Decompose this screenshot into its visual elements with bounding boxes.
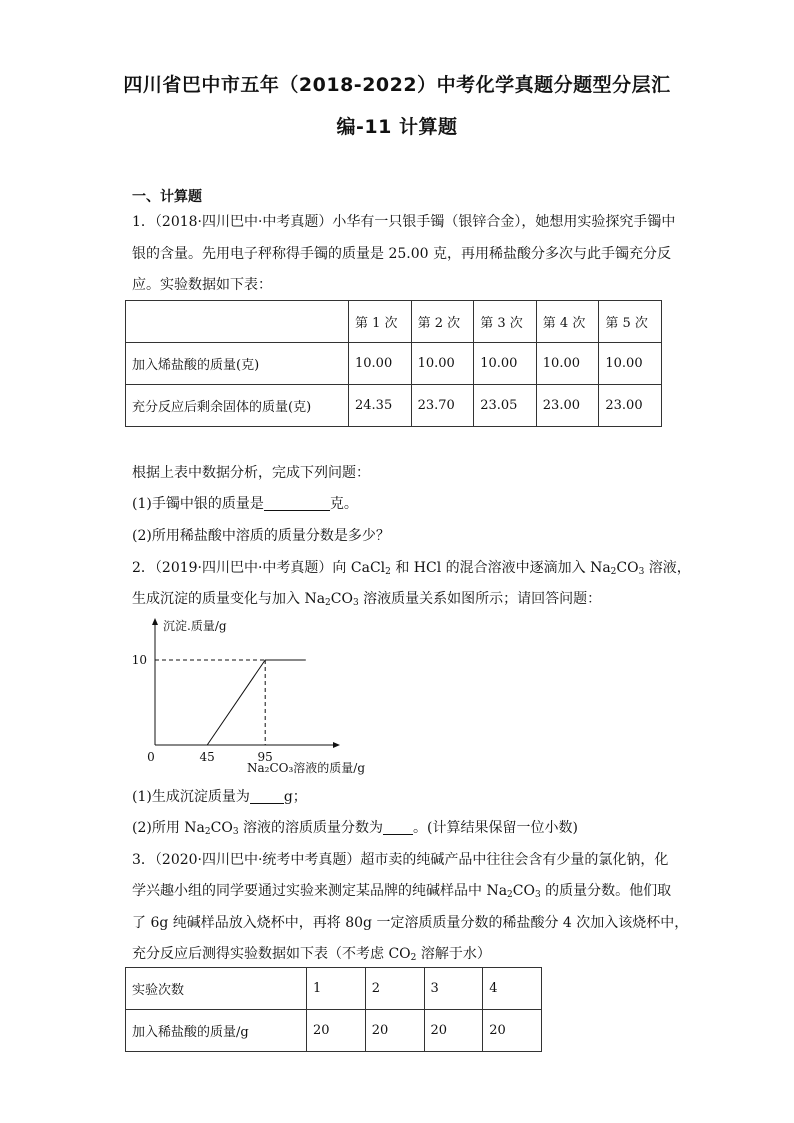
q2-text-line-2 xyxy=(132,589,672,609)
table-row xyxy=(126,1010,542,1052)
subscript: 2 xyxy=(507,890,513,900)
table-cell: 23.00 xyxy=(536,385,599,427)
subscript: 2 xyxy=(204,827,211,837)
table-cell: 4 xyxy=(483,968,542,1010)
table-cell: 23.00 xyxy=(599,385,662,427)
text-span: 学兴趣小组的同学要通过实验来测定某品牌的纯碱样品中 Na xyxy=(132,883,508,899)
table-header-row xyxy=(126,968,542,1010)
text-span: 的质量分数。他们取 xyxy=(540,883,672,899)
table-cell: 20 xyxy=(483,1010,542,1052)
table-row xyxy=(126,385,662,427)
q3-text-line-2 xyxy=(132,881,672,901)
q2-text-line-1 xyxy=(132,558,691,578)
q1-text-line-3: 应。实验数据如下表： xyxy=(132,277,272,293)
text-span: 和 HCl 的混合溶液中逐滴加入 Na xyxy=(390,560,611,576)
text-span: CO xyxy=(210,820,233,836)
table-cell: 第 3 次 xyxy=(474,301,537,343)
answer-blank xyxy=(250,789,284,804)
x-axis-arrow xyxy=(333,742,340,748)
precipitate-chart xyxy=(125,610,395,780)
text-span: 充分反应后测得实验数据如下表（不考虑 CO xyxy=(132,946,411,962)
q1-sub-question-2: (2)所用稀盐酸中溶质的质量分数是多少？ xyxy=(132,528,390,544)
table-cell: 第 2 次 xyxy=(411,301,474,343)
subscript: 3 xyxy=(352,598,359,608)
subscript: 3 xyxy=(232,827,239,837)
q2-sub-question-1 xyxy=(132,787,672,807)
table-cell: 加入烯盐酸的质量(克) xyxy=(126,343,349,385)
table-cell: 20 xyxy=(307,1010,366,1052)
series-line xyxy=(207,660,306,745)
subscript: 3 xyxy=(534,890,541,900)
text-span: 。(计算结果保留一位小数) xyxy=(413,820,578,836)
text-span: (2)所用 Na xyxy=(132,820,205,836)
text-span: CO xyxy=(616,560,639,576)
subscript: 2 xyxy=(325,598,331,608)
q3-text-line-4 xyxy=(132,944,672,964)
table-row xyxy=(126,343,662,385)
table-cell: 加入稀盐酸的质量/g xyxy=(126,1010,307,1052)
q1-sub-question-1 xyxy=(132,494,672,514)
table-cell: 20 xyxy=(424,1010,483,1052)
table-cell: 第 1 次 xyxy=(349,301,412,343)
chart-svg xyxy=(125,610,395,780)
text-span: 2．（2019·四川巴中·中考真题）向 CaCl xyxy=(132,560,386,576)
table-cell: 23.05 xyxy=(474,385,537,427)
table-cell: 10.00 xyxy=(349,343,412,385)
table-cell: 24.35 xyxy=(349,385,412,427)
q3-text-line-1: 3．（2020·四川巴中·统考中考真题）超市卖的纯碱产品中往往会含有少量的氯化钠，化 xyxy=(132,852,669,868)
q1-text-line-1: 1．（2018·四川巴中·中考真题）小华有一只银手镯（银锌合金），她想用实验探究手镯中 xyxy=(132,214,676,230)
x-tick-label: 95 xyxy=(257,750,273,764)
answer-blank xyxy=(383,820,413,835)
table-cell: 10.00 xyxy=(474,343,537,385)
text-span: 生成沉淀的质量变化与加入 Na xyxy=(132,591,326,607)
table-cell: 第 4 次 xyxy=(536,301,599,343)
q2-sub-question-2 xyxy=(132,818,672,838)
answer-blank xyxy=(264,496,330,511)
table-cell: 2 xyxy=(365,968,424,1010)
text-span: CO xyxy=(512,883,535,899)
table-header-row xyxy=(126,301,662,343)
table-cell: 1 xyxy=(307,968,366,1010)
q3-text-line-3: 了 6g 纯碱样品放入烧杯中，再将 80g 一定溶质质量分数的稀盐酸分 4 次加入该烧杯中， xyxy=(132,915,689,931)
table-cell: 10.00 xyxy=(536,343,599,385)
x-tick-label: 45 xyxy=(199,750,215,764)
table-cell: 10.00 xyxy=(599,343,662,385)
y-tick-label: 10 xyxy=(131,653,147,667)
q1-sub1-text: (1)手镯中银的质量是 xyxy=(132,496,264,512)
y-axis-label: 沉淀.质量/g xyxy=(163,619,227,633)
subscript: 2 xyxy=(385,567,391,577)
chart-marks xyxy=(132,653,306,764)
page-title-line-1: 四川省巴中市五年（2018-2022）中考化学真题分题型分层汇 xyxy=(123,74,671,96)
origin-tick-label: 0 xyxy=(147,750,155,764)
text-span: (1)生成沉淀质量为 xyxy=(132,789,250,805)
subscript: 2 xyxy=(410,953,417,963)
q3-data-table xyxy=(125,967,542,1052)
table-cell: 第 5 次 xyxy=(599,301,662,343)
text-span: g； xyxy=(283,789,307,805)
q1-analysis-text: 根据上表中数据分析，完成下列问题： xyxy=(132,465,370,481)
page-title-line-2: 编-11 计算题 xyxy=(336,116,458,138)
text-span: 溶液的溶质质量分数为 xyxy=(238,820,384,836)
q1-sub1-unit: 克。 xyxy=(329,496,358,512)
table-cell: 20 xyxy=(365,1010,424,1052)
table-cell: 10.00 xyxy=(411,343,474,385)
text-span: 溶液， xyxy=(644,560,691,576)
text-span: CO xyxy=(330,591,353,607)
x-axis-label: Na₂CO₃溶液的质量/g xyxy=(247,761,366,775)
table-cell: 实验次数 xyxy=(126,968,307,1010)
subscript: 3 xyxy=(638,567,645,577)
y-axis-arrow xyxy=(152,618,158,625)
subscript: 2 xyxy=(610,567,617,577)
table-cell: 3 xyxy=(424,968,483,1010)
table-cell: 23.70 xyxy=(411,385,474,427)
text-span: 溶解于水） xyxy=(416,946,491,962)
section-heading: 一、计算题 xyxy=(132,189,202,205)
table-cell: 充分反应后剩余固体的质量(克) xyxy=(126,385,349,427)
q1-text-line-2: 银的含量。先用电子秤称得手镯的质量是 25.00 克，再用稀盐酸分多次与此手镯充分反 xyxy=(132,246,671,262)
text-span: 溶液质量关系如图所示；请回答问题： xyxy=(358,591,602,607)
q1-data-table xyxy=(125,300,662,427)
table-cell xyxy=(126,301,349,343)
